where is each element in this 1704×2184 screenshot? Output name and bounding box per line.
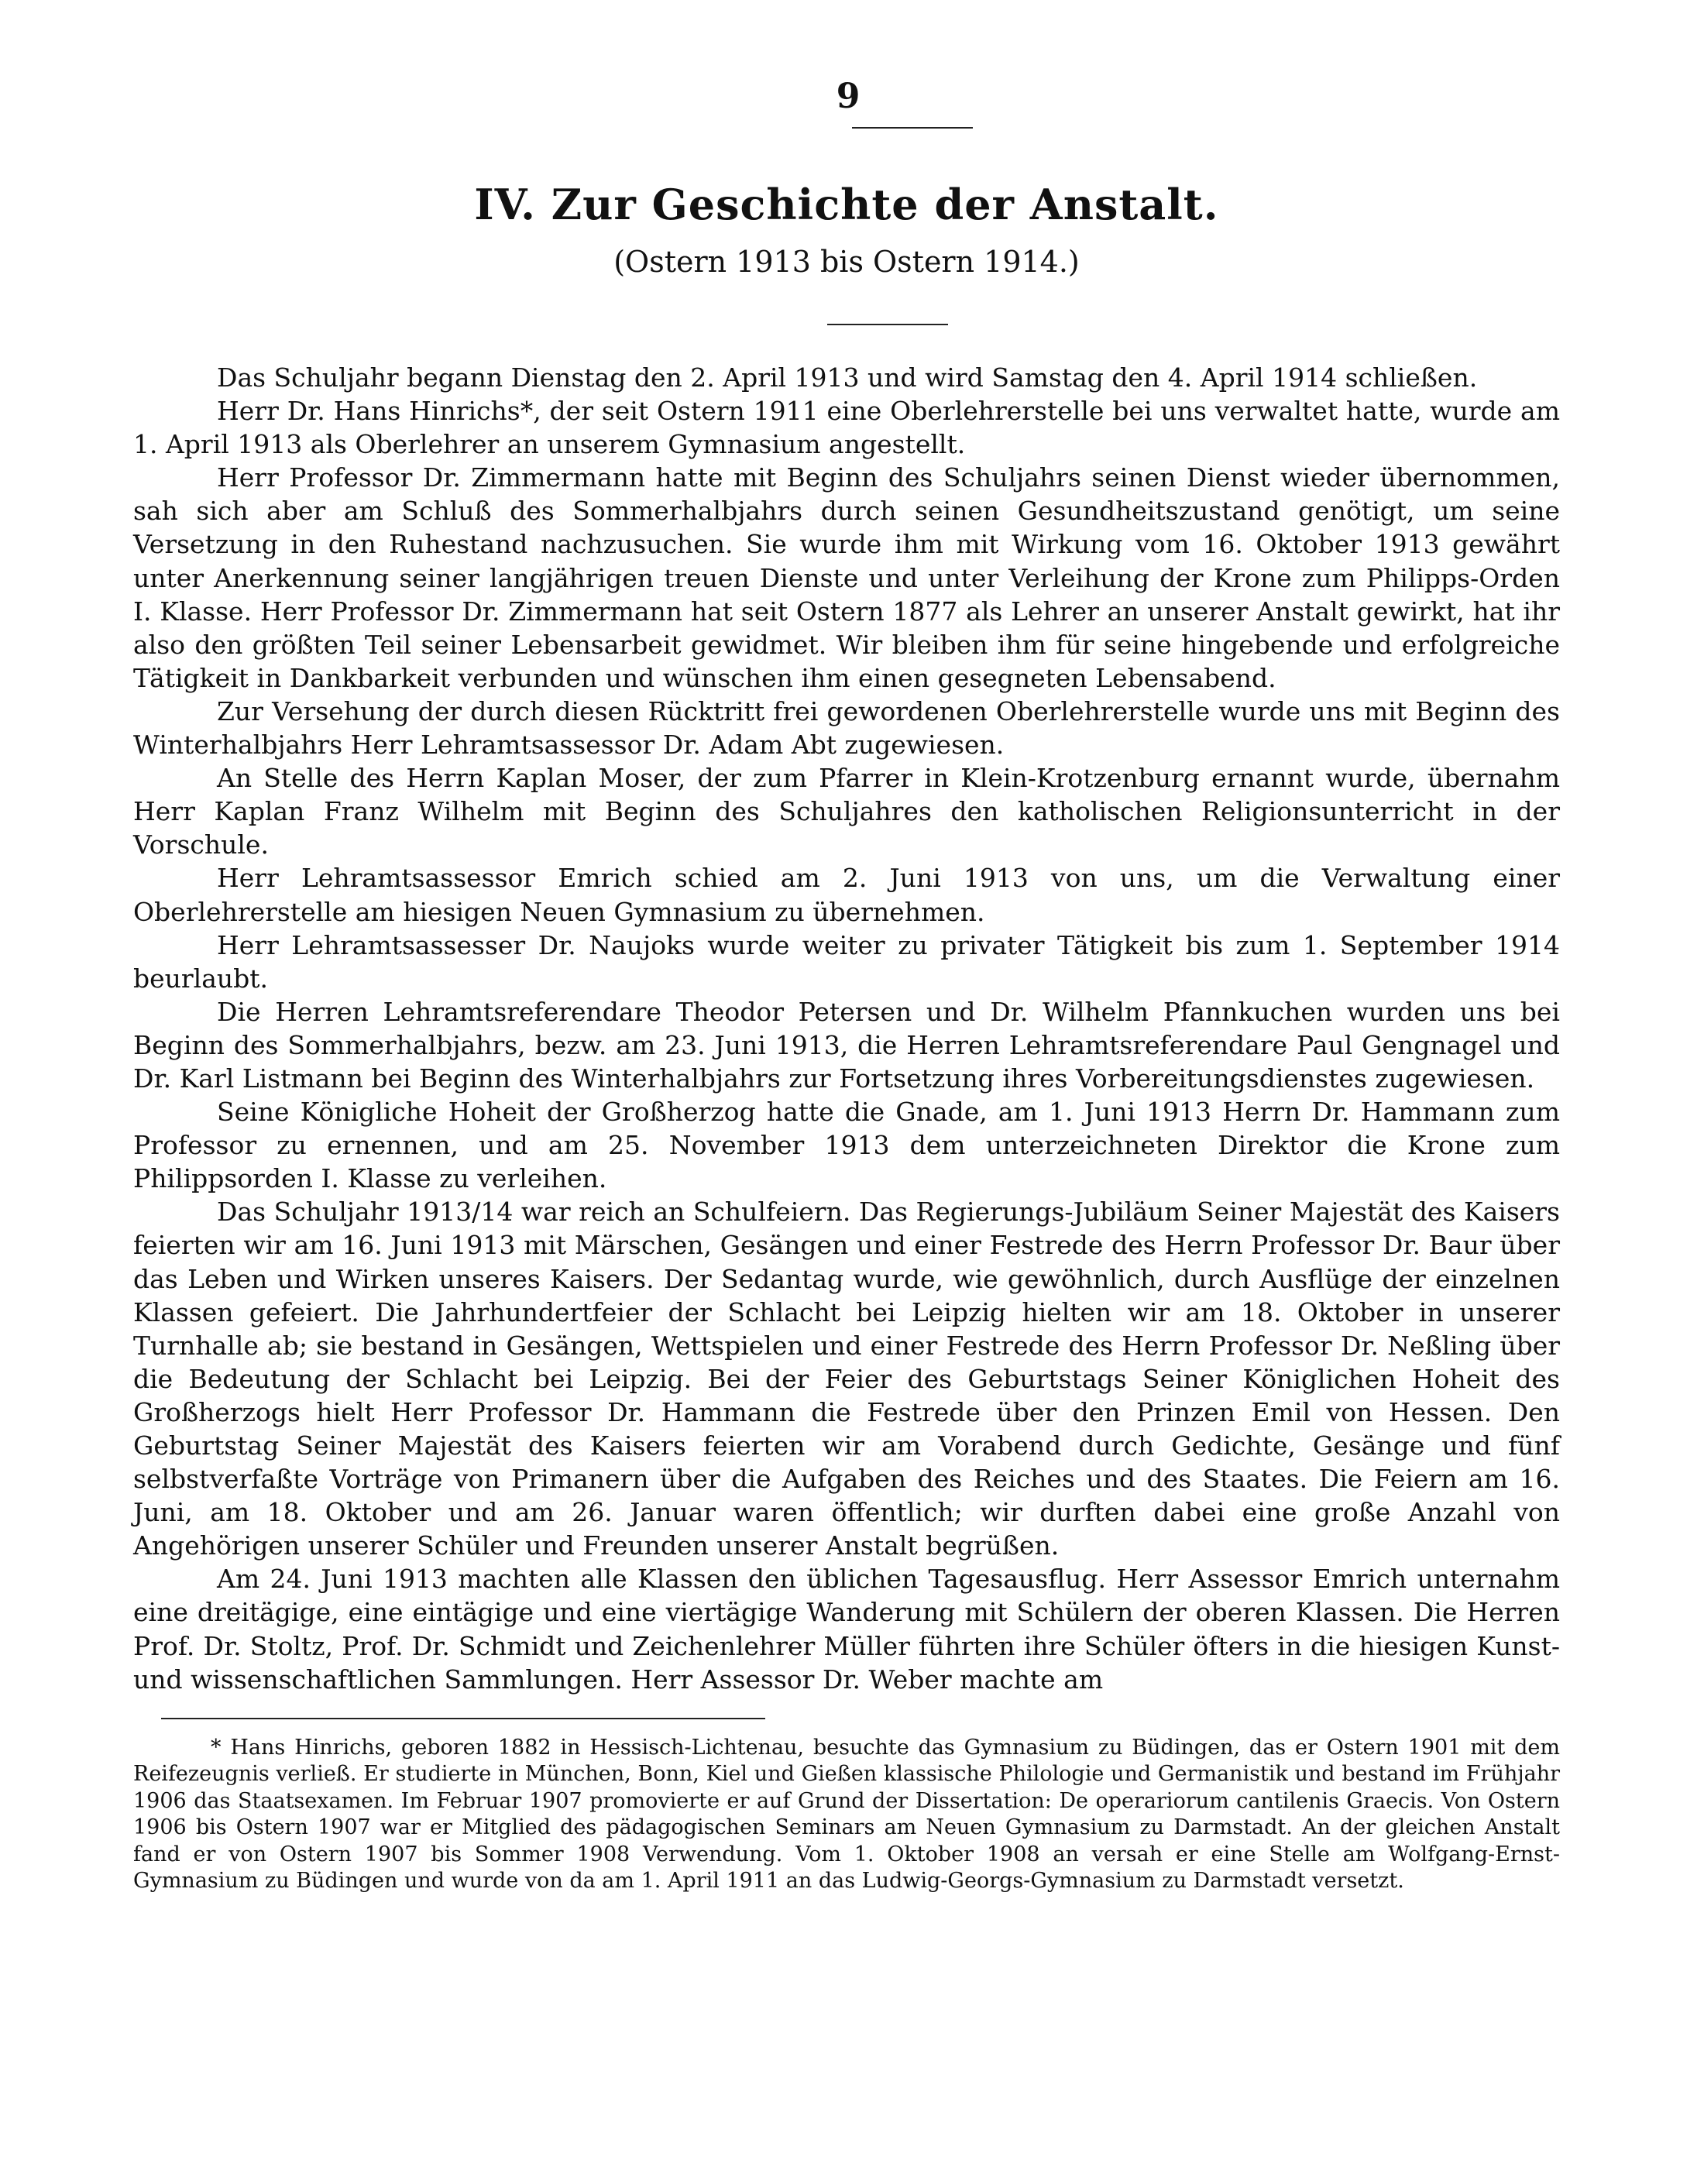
paragraph-school-year: Das Schuljahr begann Dienstag den 2. April 1913 und wird Samstag den 4. April 1914 schließen. bbox=[217, 362, 1478, 393]
paragraph-referendare: Die Herren Lehramtsreferendare Theodor Petersen und Dr. Wilhelm Pfannkuchen wurden uns bei Beginn des Sommerhalbjahrs, bezw. am 23. Juni 1913, die Herren Lehramtsreferendare Paul Gengnagel und Dr. Karl Listmann bei Beginn des Winterhalbjahrs zur Fortsetzung ihres Vorbereitungsdienstes zugewiesen. bbox=[133, 996, 1560, 1094]
paragraph-moser: An Stelle des Herrn Kaplan Moser, der zum Pfarrer in Klein-Krotzenburg ernannt wurde, übernahm Herr Kaplan Franz Wilhelm mit Beginn des Schuljahres den katholischen Religionsunterricht in der Vorschule. bbox=[133, 763, 1560, 860]
section-title: IV. Zur Geschichte der Anstalt. bbox=[474, 180, 1219, 229]
footnote-rule bbox=[161, 1718, 765, 1719]
paragraph-schulfeiern: Das Schuljahr 1913/14 war reich an Schulfeiern. Das Regierungs-Jubiläum Seiner Majestät des Kaisers feierten wir am 16. Juni 1913 mit Märschen, Gesängen und einer Festrede des Herrn Professor Dr. Baur über das Leben und Wirken unseres Kaisers. Der Sedantag wurde, wie gewöhnlich, durch Ausflüge der einzelnen Klassen gefeiert. Die Jahrhundertfeier der Schlacht bei Leipzig hielten wir am 18. Oktober in unserer Turnhalle ab; sie bestand in Gesängen, Wettspielen und einer Festrede des Herrn Professor Dr. Neßling über die Bedeutung der Schlacht bei Leipzig. Bei der Feier des Geburtstags Seiner Königlichen Hoheit des Großherzogs hielt Herr Professor Dr. Hammann die Festrede über den Prinzen Emil von Hessen. Den Geburtstag Seiner Majestät des Kaisers feierten wir am Vorabend durch Gedichte, Gesänge und fünf selbstverfaßte Vorträge von Primanern über die Aufgaben des Reiches und des Staates. Die Feiern am 16. Juni, am 18. Oktober und am 26. Januar waren öffentlich; wir durften dabei eine große Anzahl von Angehörigen unserer Schüler und Freunden unserer Anstalt begrüßen. bbox=[133, 1197, 1560, 1561]
body-text bbox=[133, 361, 1560, 1696]
paragraph-hinrichs: Herr Dr. Hans Hinrichs*, der seit Ostern 1911 eine Oberlehrerstelle bei uns verwaltet hatte, wurde am 1. April 1913 als Oberlehrer an unserem Gymnasium angestellt. bbox=[133, 396, 1560, 460]
footnote-hinrichs: * Hans Hinrichs, geboren 1882 in Hessisch-Lichtenau, besuchte das Gymnasium zu Büdingen, das er Ostern 1901 mit dem Reifezeugnis verließ. Er studierte in München, Bonn, Kiel und Gießen klassische Philologie und Germanistik und bestand im Frühjahr 1906 das Staatsexamen. Im Februar 1907 promovierte er auf Grund der Dissertation: De operariorum cantilenis Graecis. Von Ostern 1906 bis Ostern 1907 war er Mitglied des pädagogischen Seminars am Neuen Gymnasium zu Darmstadt. An der gleichen Anstalt fand er von Ostern 1907 bis Sommer 1908 Verwendung. Vom 1. Oktober 1908 an versah er eine Stelle am Wolfgang-Ernst-Gymnasium zu Büdingen und wurde von da am 1. April 1911 an das Ludwig-Georgs-Gymnasium zu Darmstadt versetzt. bbox=[133, 1735, 1560, 1894]
paragraph-grossherzog: Seine Königliche Hoheit der Großherzog hatte die Gnade, am 1. Juni 1913 Herrn Dr. Hammann zum Professor zu ernennen, und am 25. November 1913 dem unterzeichneten Direktor die Krone zum Philippsorden I. Klasse zu verleihen. bbox=[133, 1097, 1560, 1194]
paragraph-ausflug: Am 24. Juni 1913 machten alle Klassen den üblichen Tagesausflug. Herr Assessor Emrich unternahm eine dreitägige, eine eintägige und eine viertägige Wanderung mit Schülern der oberen Klassen. Die Herren Prof. Dr. Stoltz, Prof. Dr. Schmidt und Zeichenlehrer Müller führten ihre Schüler öfters in die hiesigen Kunst- und wissenschaftlichen Sammlungen. Herr Assessor Dr. Weber machte am bbox=[133, 1564, 1560, 1695]
paragraph-emrich: Herr Lehramtsassessor Emrich schied am 2. Juni 1913 von uns, um die Verwaltung einer Oberlehrerstelle am hiesigen Neuen Gymnasium zu übernehmen. bbox=[133, 863, 1560, 927]
page-number-rule bbox=[852, 127, 973, 129]
section-subtitle: (Ostern 1913 bis Ostern 1914.) bbox=[613, 245, 1080, 279]
paragraph-abt: Zur Versehung der durch diesen Rücktritt frei gewordenen Oberlehrerstelle wurde uns mit Beginn des Winterhalbjahrs Herr Lehramtsassessor Dr. Adam Abt zugewiesen. bbox=[133, 695, 1560, 761]
paragraph-zimmermann: Herr Professor Dr. Zimmermann hatte mit Beginn des Schuljahrs seinen Dienst wieder übernommen, sah sich aber am Schluß des Sommerhalbjahrs durch seinen Gesundheitszustand genötigt, um seine Versetzung in den Ruhestand nachzusuchen. Sie wurde ihm mit Wirkung vom 16. Oktober 1913 gewährt unter Anerkennung seiner langjährigen treuen Dienste und unter Verleihung der Krone zum Philipps-Orden I. Klasse. Herr Professor Dr. Zimmermann hat seit Ostern 1877 als Lehrer an unserer Anstalt gewirkt, hat ihr also den größten Teil seiner Lebensarbeit gewidmet. Wir bleiben ihm für seine hingebende und erfolgreiche Tätigkeit in Dankbarkeit verbunden und wünschen ihm einen gesegneten Lebensabend. bbox=[133, 462, 1560, 693]
page-number: 9 bbox=[836, 77, 861, 116]
title-rule bbox=[827, 324, 948, 325]
paragraph-naujoks: Herr Lehramtsassesser Dr. Naujoks wurde weiter zu privater Tätigkeit bis zum 1. September 1914 beurlaubt. bbox=[133, 929, 1560, 994]
